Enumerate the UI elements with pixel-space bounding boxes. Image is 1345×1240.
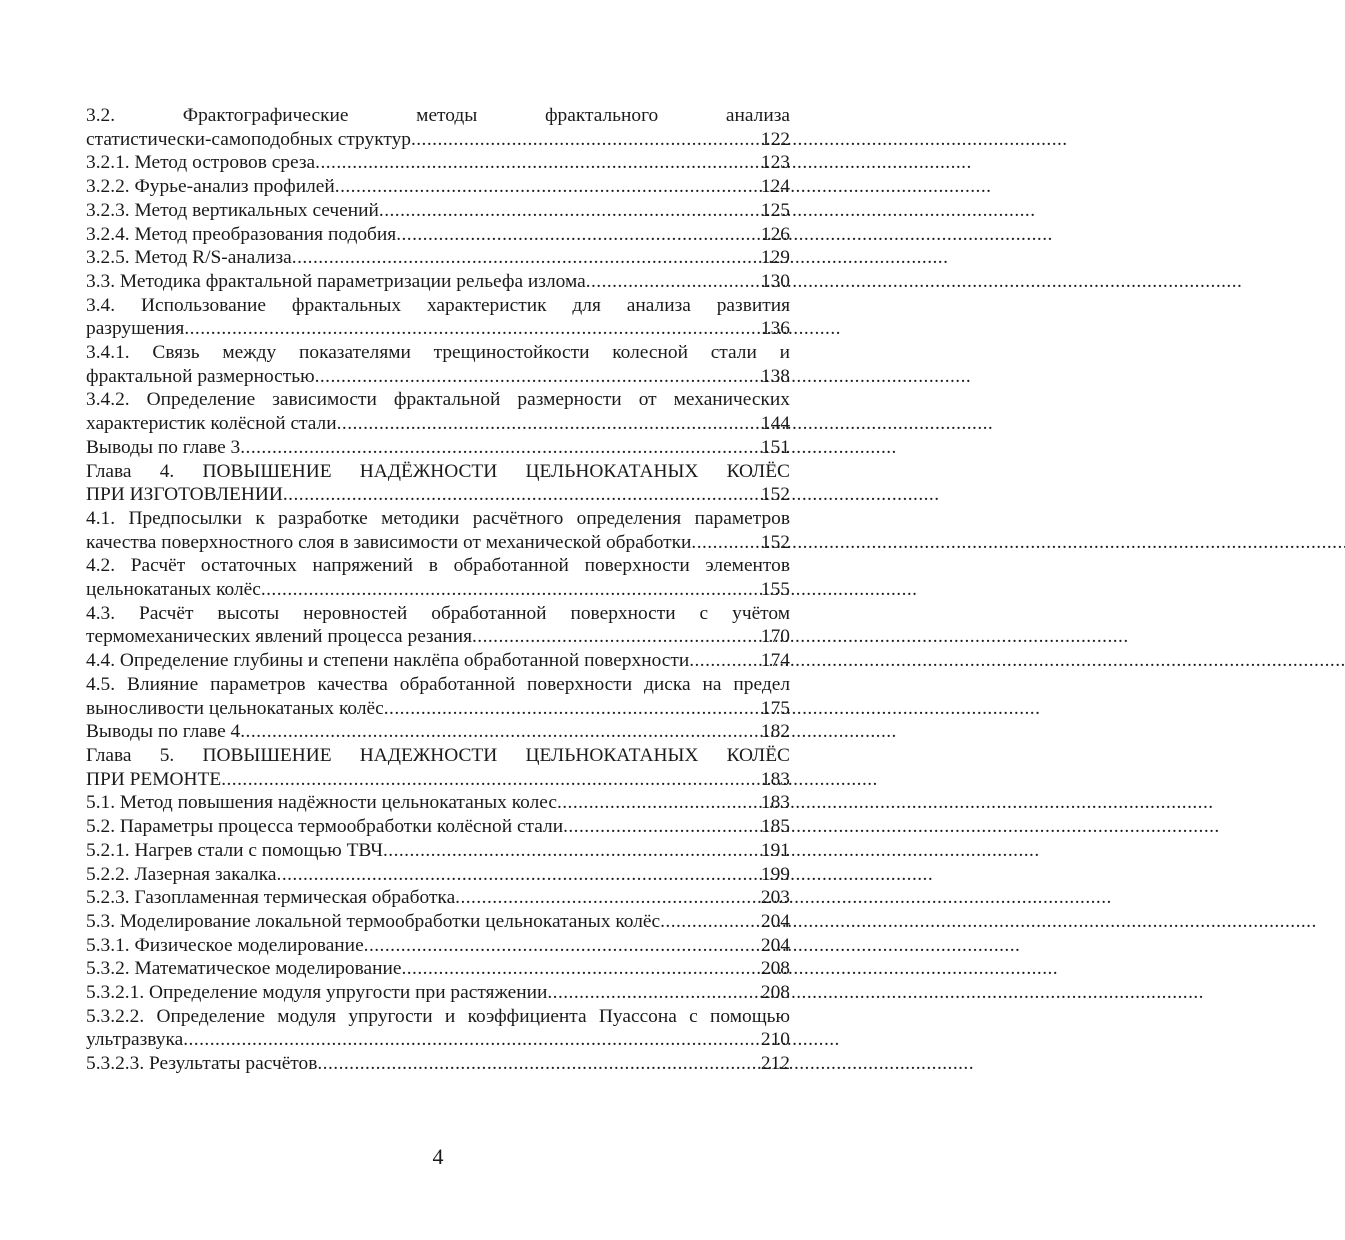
toc-page-number: 155 — [760, 579, 790, 601]
toc-entry-title-line: 3.2. Фрактографические методы фрактального анализа — [86, 105, 790, 126]
toc-entry — [86, 507, 790, 554]
toc-entry-title: ПРИ ИЗГОТОВЛЕНИИ — [86, 484, 283, 506]
toc-entry-last-line — [86, 815, 790, 839]
toc-page-number: 203 — [760, 887, 790, 909]
toc-entry — [86, 175, 790, 199]
dot-leader — [261, 578, 759, 602]
toc-entry-last-line — [86, 151, 790, 175]
toc-page-number: 129 — [760, 247, 790, 269]
toc-page-number: 130 — [760, 270, 790, 292]
toc-entry-title-line: 4.3. Расчёт высоты неровностей обработанной поверхности с учётом — [86, 602, 790, 624]
toc-entry-title: 5.2.1. Нагрев стали с помощью ТВЧ — [86, 839, 383, 861]
toc-entry-last-line — [86, 934, 790, 958]
toc-entry — [86, 673, 790, 720]
dot-leader — [240, 436, 759, 460]
toc-page-number: 152 — [760, 531, 790, 553]
toc-entry — [86, 910, 790, 934]
toc-entry-last-line — [86, 625, 790, 649]
toc-page-number: 208 — [760, 982, 790, 1004]
toc-entry-last-line — [86, 981, 790, 1005]
toc-entry-title: 5.1. Метод повышения надёжности цельнокатаных колес — [86, 792, 557, 814]
toc-entry — [86, 246, 790, 270]
dot-leader — [384, 697, 759, 721]
dot-leader — [383, 839, 759, 863]
dot-leader — [660, 910, 759, 934]
toc-entry — [86, 720, 790, 744]
toc-entry-last-line — [86, 1028, 790, 1052]
dot-leader — [547, 981, 759, 1005]
toc-entry-title-line: Глава 4. ПОВЫШЕНИЕ НАДЁЖНОСТИ ЦЕЛЬНОКАТАНЫХ КОЛЁС — [86, 460, 790, 482]
dot-leader — [317, 1052, 759, 1076]
toc-entry-title: 3.3. Методика фрактальной параметризации рельефа излома — [86, 270, 586, 292]
toc-entry — [86, 341, 790, 388]
toc-entry — [86, 815, 790, 839]
dot-leader — [691, 531, 758, 555]
toc-entry — [86, 981, 790, 1005]
toc-page-number: 124 — [760, 176, 790, 198]
toc-entry-last-line — [86, 199, 790, 223]
dot-leader — [292, 246, 759, 270]
dot-leader — [364, 934, 759, 958]
toc-entry — [86, 1005, 790, 1052]
page-number: 4 — [432, 1144, 444, 1169]
toc-entry-title: 5.3.2.3. Результаты расчётов — [86, 1053, 318, 1075]
toc-page-number: 191 — [760, 839, 790, 861]
dot-leader — [240, 720, 759, 744]
toc-page-number: 183 — [760, 792, 790, 814]
dot-leader — [411, 128, 759, 152]
toc-entry — [86, 602, 790, 649]
toc-entry-last-line — [86, 128, 790, 152]
dot-leader — [183, 1028, 759, 1052]
toc-entry — [86, 388, 790, 435]
toc-entry-title: 5.3.2. Математическое моделирование — [86, 958, 402, 980]
dot-leader — [472, 625, 759, 649]
toc-entry — [86, 199, 790, 223]
toc-entry-last-line — [86, 317, 790, 341]
dot-leader — [586, 270, 759, 294]
toc-page-number: 138 — [760, 365, 790, 387]
toc-entry-title-line: Глава 5. ПОВЫШЕНИЕ НАДЕЖНОСТИ ЦЕЛЬНОКАТАНЫХ КОЛЁС — [86, 744, 790, 766]
toc-page-number: 126 — [760, 223, 790, 245]
toc-entry-title: характеристик колёсной стали — [86, 413, 337, 435]
toc-entry-last-line — [86, 436, 790, 460]
toc-entry-last-line — [86, 791, 790, 815]
toc-entry-last-line — [86, 483, 790, 507]
toc-page-number: 122 — [760, 128, 790, 150]
toc-page-number: 210 — [760, 1029, 790, 1051]
toc-entry-last-line — [86, 223, 790, 247]
toc-entry — [86, 104, 790, 151]
dot-leader — [315, 151, 759, 175]
toc-entry-last-line — [86, 768, 790, 792]
dot-leader — [221, 768, 759, 792]
toc-entry-last-line — [86, 957, 790, 981]
toc-entry-title: 5.3. Моделирование локальной термообработки цельнокатаных колёс — [86, 910, 661, 932]
toc-entry-title: 4.4. Определение глубины и степени наклёпа обработанной поверхности — [86, 650, 690, 672]
toc-page-number: 123 — [760, 152, 790, 174]
toc-page-number: 144 — [760, 413, 790, 435]
toc-entry-last-line — [86, 175, 790, 199]
toc-entry-last-line — [86, 910, 790, 934]
toc-entry-last-line — [86, 578, 790, 602]
dot-leader — [379, 199, 759, 223]
toc-page-number: 208 — [760, 958, 790, 980]
toc-entry-last-line — [86, 365, 790, 389]
dot-leader — [335, 175, 759, 199]
dot-leader — [396, 223, 759, 247]
toc-entry-last-line — [86, 697, 790, 721]
toc-entry-title-line: 3.4. Использование фрактальных характеристик для анализа развития — [86, 294, 790, 316]
toc-entry-last-line — [86, 270, 790, 294]
dot-leader — [455, 886, 759, 910]
toc-page-number: 152 — [760, 484, 790, 506]
toc-entry-title: 3.2.5. Метод R/S-анализа — [86, 247, 292, 269]
toc-entry-title: ультразвука — [86, 1029, 184, 1051]
toc-page-number: 174 — [760, 650, 790, 672]
toc-page-number: 183 — [760, 768, 790, 790]
toc-entry-title-line: 3.4.1. Связь между показателями трещиностойкости колесной стали и — [86, 342, 790, 364]
toc-entry-title: ПРИ РЕМОНТЕ — [86, 768, 222, 790]
dot-leader — [315, 365, 759, 389]
toc-entry — [86, 957, 790, 981]
toc-entry-last-line — [86, 246, 790, 270]
toc-entry-title: фрактальной размерностью — [86, 365, 315, 387]
toc-entry-title-line: 5.3.2.2. Определение модуля упругости и коэффициента Пуассона с помощью — [86, 1005, 790, 1027]
toc-entry — [86, 270, 790, 294]
toc-page-number: 182 — [760, 721, 790, 743]
dot-leader — [337, 412, 759, 436]
toc-entry-last-line — [86, 839, 790, 863]
toc-entry-last-line — [86, 886, 790, 910]
toc-entry-title-line: 4.2. Расчёт остаточных напряжений в обработанной поверхности элементов — [86, 555, 790, 577]
toc-entry-last-line — [86, 649, 790, 673]
toc-entry-title: 5.2.3. Газопламенная термическая обработка — [86, 887, 456, 909]
toc-entry-title: Выводы по главе 4 — [86, 721, 241, 743]
dot-leader — [563, 815, 759, 839]
toc-entry — [86, 436, 790, 460]
toc-entry-title: 5.3.1. Физическое моделирование — [86, 934, 364, 956]
toc-entry-title: статистически-самоподобных структур — [86, 128, 411, 150]
toc-page-number: 136 — [760, 318, 790, 340]
dot-leader — [184, 317, 759, 341]
toc-entry — [86, 649, 790, 673]
toc-entry-last-line — [86, 720, 790, 744]
toc-entry-title: 3.2.2. Фурье-анализ профилей — [86, 176, 335, 198]
toc-entry — [86, 223, 790, 247]
toc-entry-title: 3.2.1. Метод островов среза — [86, 152, 316, 174]
dot-leader — [277, 863, 759, 887]
toc-page-number: 170 — [760, 626, 790, 648]
toc-entry-last-line — [86, 412, 790, 436]
toc-entry — [86, 791, 790, 815]
toc-entry-title: 5.3.2.1. Определение модуля упругости при растяжении — [86, 982, 548, 1004]
toc-page-number: 204 — [760, 934, 790, 956]
toc-page-number: 212 — [760, 1053, 790, 1075]
toc-entry-title: разрушения — [86, 318, 185, 340]
dot-leader — [401, 957, 758, 981]
toc-entry-title: 3.2.3. Метод вертикальных сечений — [86, 199, 379, 221]
toc-entry-last-line — [86, 531, 790, 555]
toc-entry — [86, 294, 790, 341]
toc-page-number: 151 — [760, 436, 790, 458]
toc-entry-title: качества поверхностного слоя в зависимости от механической обработки — [86, 531, 692, 553]
toc-entry-title: Выводы по главе 3 — [86, 436, 241, 458]
toc-entry-title: термомеханических явлений процесса резания — [86, 626, 472, 648]
toc-page-number: 125 — [760, 199, 790, 221]
toc-entry-title: выносливости цельнокатаных колёс — [86, 697, 384, 719]
toc-entry — [86, 744, 790, 791]
toc-entry-title: 5.2. Параметры процесса термообработки колёсной стали — [86, 816, 564, 838]
toc-entry-last-line — [86, 1052, 790, 1076]
toc-entry — [86, 839, 790, 863]
toc-entry — [86, 934, 790, 958]
toc-entry-title-line: 4.5. Влияние параметров качества обработанной поверхности диска на предел — [86, 673, 790, 695]
dot-leader — [557, 791, 759, 815]
toc-entry — [86, 863, 790, 887]
toc-entry-title-line: 3.4.2. Определение зависимости фрактальной размерности от механических — [86, 389, 790, 411]
dot-leader — [283, 483, 759, 507]
toc-entry-title: 5.2.2. Лазерная закалка — [86, 863, 277, 885]
toc-entry-title-line: 4.1. Предпосылки к разработке методики расчётного определения параметров — [86, 507, 790, 529]
toc-page-number: 185 — [760, 816, 790, 838]
toc-entry-title: цельнокатаных колёс — [86, 579, 261, 601]
dot-leader — [689, 649, 759, 673]
toc-entry — [86, 460, 790, 507]
toc-page-number: 175 — [760, 697, 790, 719]
toc-entry-last-line — [86, 863, 790, 887]
toc-entry — [86, 886, 790, 910]
toc-page-number: 199 — [760, 863, 790, 885]
toc-page-number: 204 — [760, 910, 790, 932]
toc-entry — [86, 554, 790, 601]
table-of-contents — [86, 104, 790, 1076]
toc-entry-title: 3.2.4. Метод преобразования подобия — [86, 223, 397, 245]
toc-entry — [86, 151, 790, 175]
toc-entry — [86, 1052, 790, 1076]
